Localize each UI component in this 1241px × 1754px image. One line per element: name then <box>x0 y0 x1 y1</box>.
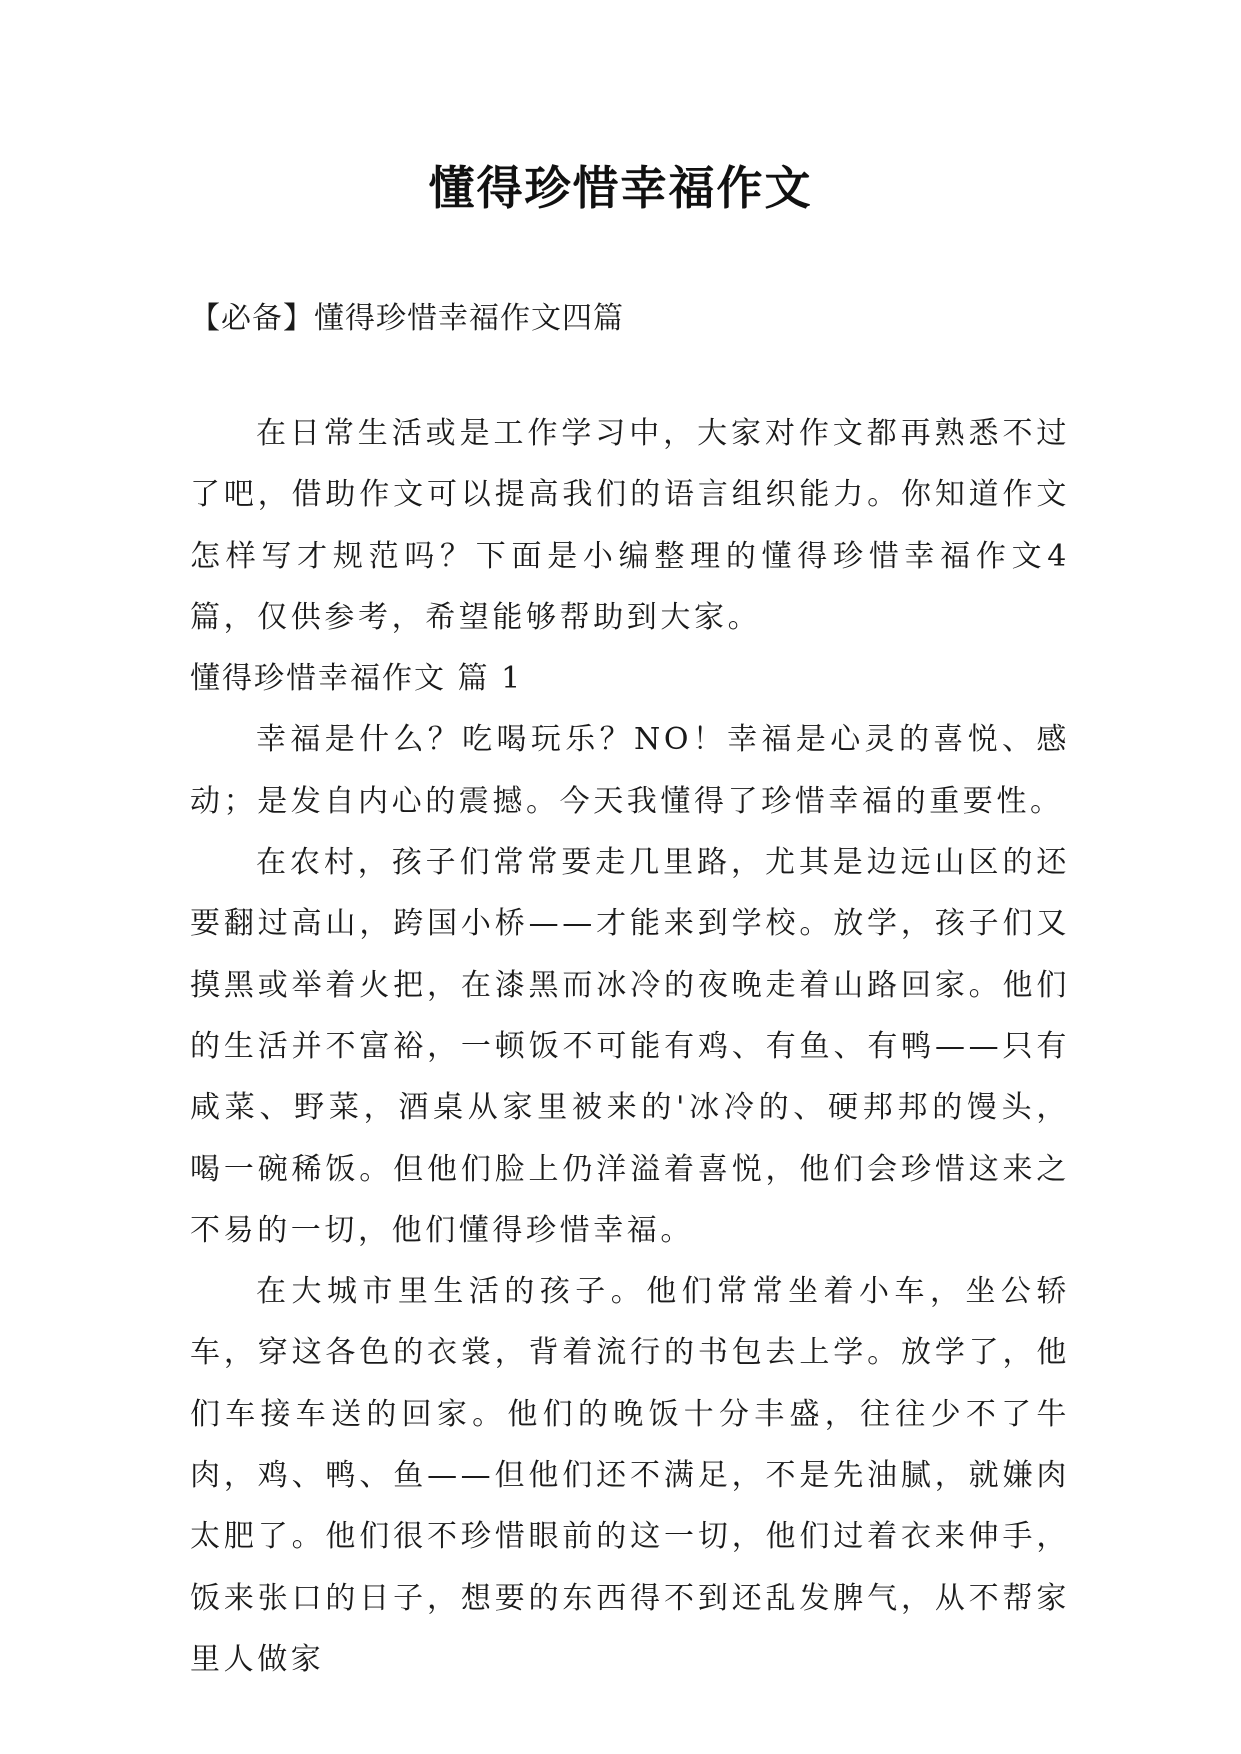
body-paragraph: 在农村，孩子们常常要走几里路，尤其是边远山区的还要翻过高山，跨国小桥——才能来到学校。放学，孩子们又摸黑或举着火把，在漆黑而冰冷的夜晚走着山路回家。他们的生活并不富裕，一顿饭不可能有鸡、有鱼、有鸭——只有咸菜、野菜，酒桌从家里被来的'冰冷的、硬邦邦的馒头，喝一碗稀饭。但他们脸上仍洋溢着喜悦，他们会珍惜这来之不易的一切，他们懂得珍惜幸福。 <box>190 845 1070 1248</box>
body-paragraph: 在大城市里生活的孩子。他们常常坐着小车，坐公轿车，穿这各色的衣裳，背着流行的书包去上学。放学了，他们车接车送的回家。他们的晚饭十分丰盛，往往少不了牛肉，鸡、鸭、鱼——但他们还不满足，不是先油腻，就嫌肉太肥了。他们很不珍惜眼前的这一切，他们过着衣来伸手，饭来张口的日子，想要的东西得不到还乱发脾气，从不帮家里人做家 <box>190 1274 1070 1677</box>
document-subtitle: 【必备】懂得珍惜幸福作文四篇 <box>190 301 624 336</box>
section-heading: 懂得珍惜幸福作文 篇 1 <box>190 661 523 697</box>
document-title: 懂得珍惜幸福作文 <box>428 161 813 215</box>
document-body <box>190 403 1070 1690</box>
intro-paragraph: 在日常生活或是工作学习中，大家对作文都再熟悉不过了吧，借助作文可以提高我们的语言组织能力。你知道作文怎样写才规范吗？下面是小编整理的懂得珍惜幸福作文4篇，仅供参考，希望能够帮助到大家。 <box>190 416 1070 635</box>
body-paragraph: 幸福是什么？吃喝玩乐？NO！幸福是心灵的喜悦、感动；是发自内心的震撼。今天我懂得了珍惜幸福的重要性。 <box>190 722 1070 819</box>
